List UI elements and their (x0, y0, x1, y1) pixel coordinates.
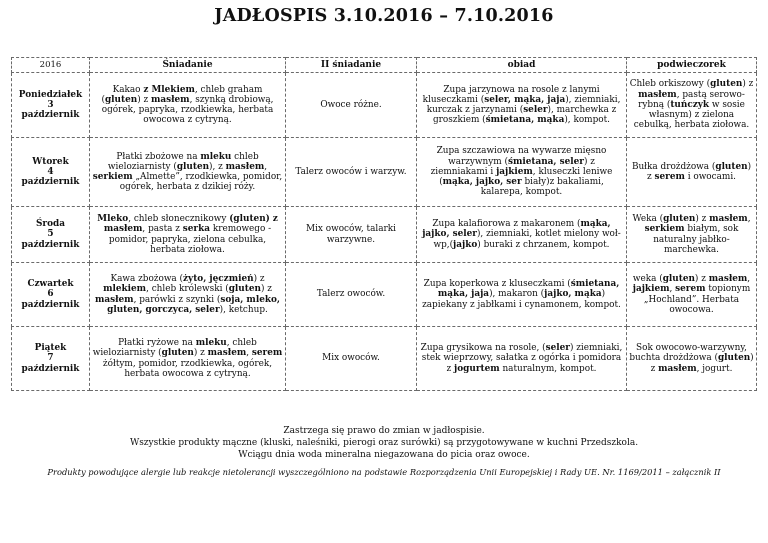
allergen-text: mąka, jajko, seler (422, 219, 611, 240)
day-number: 5 (47, 229, 54, 240)
allergen-text: masłem (150, 94, 190, 105)
second-breakfast-cell (286, 327, 417, 391)
day-cell (12, 207, 90, 263)
allergen-text: mlekiem (103, 284, 147, 295)
menu-text: ), kompot. (564, 115, 610, 126)
menu-text: naturalnym, kompot. (499, 363, 597, 374)
menu-text: , jogurt. (696, 363, 733, 374)
second-breakfast-cell (286, 73, 417, 138)
menu-text: ), ziemniaki, kurczak z jarzynami ( (426, 94, 621, 115)
menu-text: Zupa szczawiowa na wywarze mięsno warzywnym ( (436, 146, 607, 167)
page-title: JADŁOSPIS 3.10.2016 – 7.10.2016 (214, 6, 554, 26)
menu-text: biały)z bakaliami, kalarepa, kompot. (480, 177, 604, 198)
second-breakfast-cell (286, 138, 417, 207)
allergen-text: gluten (161, 348, 194, 359)
allergen-text: jogurtem (454, 363, 500, 374)
menu-text: i owocami. (684, 172, 736, 182)
allergen-text: jajko, mąka (544, 289, 602, 300)
year-header: 2016 (12, 58, 90, 73)
menu-text: żółtym, pomidor, rzodkiewka, ogórek, herbata owocowa z cytryną. (102, 358, 273, 379)
menu-text: białym, sok naturalny jabłko-marchewka. (653, 224, 739, 255)
menu-text: ) z (650, 353, 754, 374)
footer-line: Wciągu dnia woda mineralna niegazowana do picia oraz owoce. (238, 450, 530, 460)
menu-text: Chleb orkiszowy ( (629, 79, 711, 90)
allergen-text: masłem (708, 274, 748, 285)
table-row (12, 263, 757, 327)
menu-text: Kawa zbożowa ( (110, 274, 183, 285)
allergen-text: serem (654, 172, 685, 182)
menu-text: , chleb graham ( (101, 84, 263, 105)
allergen-text: serkiem (92, 172, 133, 182)
menu-text: Zupa kalafiorowa z makaronem ( (432, 219, 581, 230)
footer-line: Zastrzega się prawo do zmian w jadłospisie. (283, 426, 485, 436)
menu-text: ) ziemniaki, stek wieprzowy, sałatka z ogórka i pomidora z (421, 343, 623, 374)
allergen-text: śmietana, mąka, jaja (437, 279, 620, 300)
menu-table (11, 57, 757, 391)
day-month: październik (21, 239, 80, 250)
menu-text: kremowego - pomidor, papryka, zielona cebulka, herbata ziołowa. (108, 224, 272, 255)
allergen-text: Mleko (97, 214, 129, 225)
menu-text: , pasta z (142, 224, 183, 235)
menu-text: Płatki ryżowe na (118, 338, 196, 349)
menu-text: , (264, 161, 268, 172)
allergen-text: gluten (717, 353, 751, 364)
allergen-text: z masłem (103, 214, 278, 235)
header-row (12, 58, 757, 73)
menu-text: topionym „Hochland”. Herbata owocowa. (643, 284, 751, 315)
allergen-text: tuńczyk (670, 99, 710, 110)
afternoon-snack-cell (627, 207, 757, 263)
afternoon-snack-cell (627, 73, 757, 138)
lunch-cell (417, 138, 627, 207)
menu-text: , chleb królewski ( (146, 284, 229, 295)
allergen-text: masłem (638, 89, 677, 100)
menu-text: , (669, 284, 676, 295)
menu-text: , (747, 214, 751, 225)
day-cell (12, 263, 90, 327)
day-name: Piątek (34, 343, 67, 354)
menu-text: Zupa jarzynowa na rosole z lanymi kluseczkami ( (422, 84, 600, 105)
table-row (12, 207, 757, 263)
allergen-text: masłem (658, 363, 697, 374)
second-breakfast-cell (286, 207, 417, 263)
allergen-note: Produkty powodujące alergie lub reakcje nietolerancji wyszczególniono na podstawie Rozporządzenia Unii Europejskiej i Rady UE. Nr. 1169/2011 – załącznik II (47, 467, 721, 477)
menu-text: ) z (742, 79, 754, 90)
menu-text: , pastą serowo-rybną ( (638, 89, 745, 110)
table-row (12, 73, 757, 138)
menu-text: ), ketchup. (219, 304, 268, 315)
menu-text: chleb wieloziarnisty ( (107, 151, 259, 172)
breakfast-cell (90, 207, 286, 263)
menu-text: ) z (695, 214, 710, 225)
menu-text: , szynką drobiową, ogórek, papryka, rzodkiewka, herbata owocowa z cytryną. (101, 94, 274, 126)
second-breakfast-cell (286, 263, 417, 327)
allergen-text: gluten (715, 161, 748, 172)
day-number: 6 (47, 289, 54, 300)
allergen-text: masłem (94, 294, 134, 305)
afternoon-snack-cell (627, 138, 757, 207)
allergen-text: masłem (225, 161, 265, 172)
allergen-text: seler, mąka, jaja (484, 94, 566, 105)
menu-text: Mix owoców, talarki warzywne. (306, 224, 396, 245)
menu-text: ) z (647, 161, 752, 182)
menu-text: Weka ( (632, 214, 664, 225)
menu-text: ), z (209, 161, 226, 172)
afternoon-snack-cell (627, 327, 757, 391)
menu-text: w sosie własnym) z zielona cebulką, herbata ziołowa. (633, 99, 750, 131)
day-number: 7 (47, 353, 54, 364)
menu-text: ), makaron ( (489, 289, 545, 300)
allergen-text: seler (523, 105, 548, 115)
lunch-cell (417, 207, 627, 263)
table-row (12, 327, 757, 391)
lunch-cell (417, 263, 627, 327)
afternoon-snack-header: podwieczorek (627, 58, 757, 73)
breakfast-header: Śniadanie (90, 58, 286, 73)
allergen-text: gluten (710, 79, 743, 90)
menu-text: Owoce różne. (320, 99, 382, 110)
menu-text: , chleb słonecznikowy (128, 214, 230, 225)
allergen-text: soja, mleko, gluten, gorczyca, seler (107, 294, 280, 315)
menu-text: , chleb wieloziarnisty ( (92, 338, 257, 359)
menu-text: ) z (253, 274, 265, 285)
menu-text: Zupa grysikowa na rosole, ( (420, 343, 546, 354)
menu-text: Sok owocowo-warzywny, buchta drożdżowa ( (629, 343, 747, 364)
lunch-cell (417, 73, 627, 138)
menu-text: ) z ziemniakami i (430, 156, 595, 177)
afternoon-snack-cell (627, 263, 757, 327)
menu-text: ) z (193, 348, 208, 359)
menu-text: Talerz owoców. (316, 289, 386, 300)
allergen-text: gluten (104, 94, 138, 105)
second-breakfast-header: II śniadanie (286, 58, 417, 73)
day-cell (12, 73, 90, 138)
allergen-text: gluten (663, 214, 696, 225)
day-number: 3 (47, 99, 54, 110)
table-row (12, 138, 757, 207)
menu-text: ) z (137, 94, 151, 105)
day-cell (12, 327, 90, 391)
menu-text: Bułka drożdżowa ( (631, 161, 716, 172)
footer-line: Wszystkie produkty mączne (kluski, naleśniki, pierogi oraz surówki) są przygotowywane w kuchni Przedszkola. (129, 438, 639, 448)
menu-text: ) zapiekany z jabłkami i cynamonem, kompot. (422, 289, 621, 310)
lunch-cell (417, 327, 627, 391)
menu-text: ) buraki z chrzanem, kompot. (477, 239, 610, 250)
menu-text: , kluseczki leniwe ( (439, 166, 613, 188)
menu-text: Talerz owoców i warzyw. (295, 166, 407, 177)
day-month: październik (21, 110, 80, 121)
breakfast-cell (90, 263, 286, 327)
menu-text: weka ( (632, 274, 663, 285)
footer-notes (0, 425, 768, 461)
allergen-text: seler (545, 343, 570, 354)
menu-text: ), ziemniaki, kotlet mielony woł-wp,( (433, 229, 621, 250)
allergen-text: z Mlekiem (143, 84, 195, 95)
allergen-text: żyto, jęczmień (183, 274, 254, 285)
day-number: 4 (47, 166, 54, 177)
allergen-text: serem (675, 284, 706, 295)
menu-text: ) z (694, 274, 709, 285)
menu-text: Zupa koperkowa z kluseczkami ( (423, 279, 571, 290)
menu-text: „Almette”, rzodkiewka, pomidor, ogórek, herbata z dzikiej róży. (119, 172, 283, 193)
menu-text: , parówki z szynki ( (133, 294, 221, 305)
menu-text: ), marchewka z groszkiem ( (432, 105, 617, 126)
day-name: Środa (36, 219, 65, 230)
allergen-text: serem (251, 348, 283, 359)
allergen-text: jajkiem (496, 166, 533, 177)
menu-text: Kakao (112, 84, 144, 95)
allergen-text: gluten (176, 161, 210, 172)
day-cell (12, 138, 90, 207)
allergen-text: serkiem (644, 224, 685, 235)
allergen-text: serka (182, 224, 210, 235)
allergen-text: jajkiem (632, 284, 670, 295)
allergen-text: gluten (228, 284, 261, 295)
allergen-text: masłem (709, 214, 748, 225)
menu-text: Płatki zbożowe na (116, 151, 201, 162)
menu-text: ) z (260, 284, 272, 295)
day-month: październik (21, 299, 80, 310)
allergen-text: masłem (207, 348, 247, 359)
day-name: Wtorek (32, 156, 69, 167)
menu-text: , (747, 274, 751, 285)
day-month: październik (21, 363, 80, 374)
allergen-text: śmietana, mąka (485, 115, 565, 126)
allergen-text: śmietana, seler (507, 156, 584, 167)
allergen-text: jajko (453, 239, 478, 250)
breakfast-cell (90, 73, 286, 138)
breakfast-cell (90, 138, 286, 207)
allergen-text: (gluten) (229, 214, 270, 225)
allergen-text: mąka, jajko, ser (442, 177, 522, 188)
menu-text: , (246, 348, 252, 359)
day-month: październik (21, 177, 80, 188)
allergen-text: mleku (200, 151, 232, 162)
lunch-header: obiad (417, 58, 627, 73)
day-name: Poniedziałek (18, 89, 83, 100)
allergen-text: gluten (662, 274, 695, 285)
menu-text: Mix owoców. (322, 353, 380, 364)
breakfast-cell (90, 327, 286, 391)
day-name: Czwartek (27, 279, 74, 290)
allergen-text: mleku (195, 338, 227, 349)
